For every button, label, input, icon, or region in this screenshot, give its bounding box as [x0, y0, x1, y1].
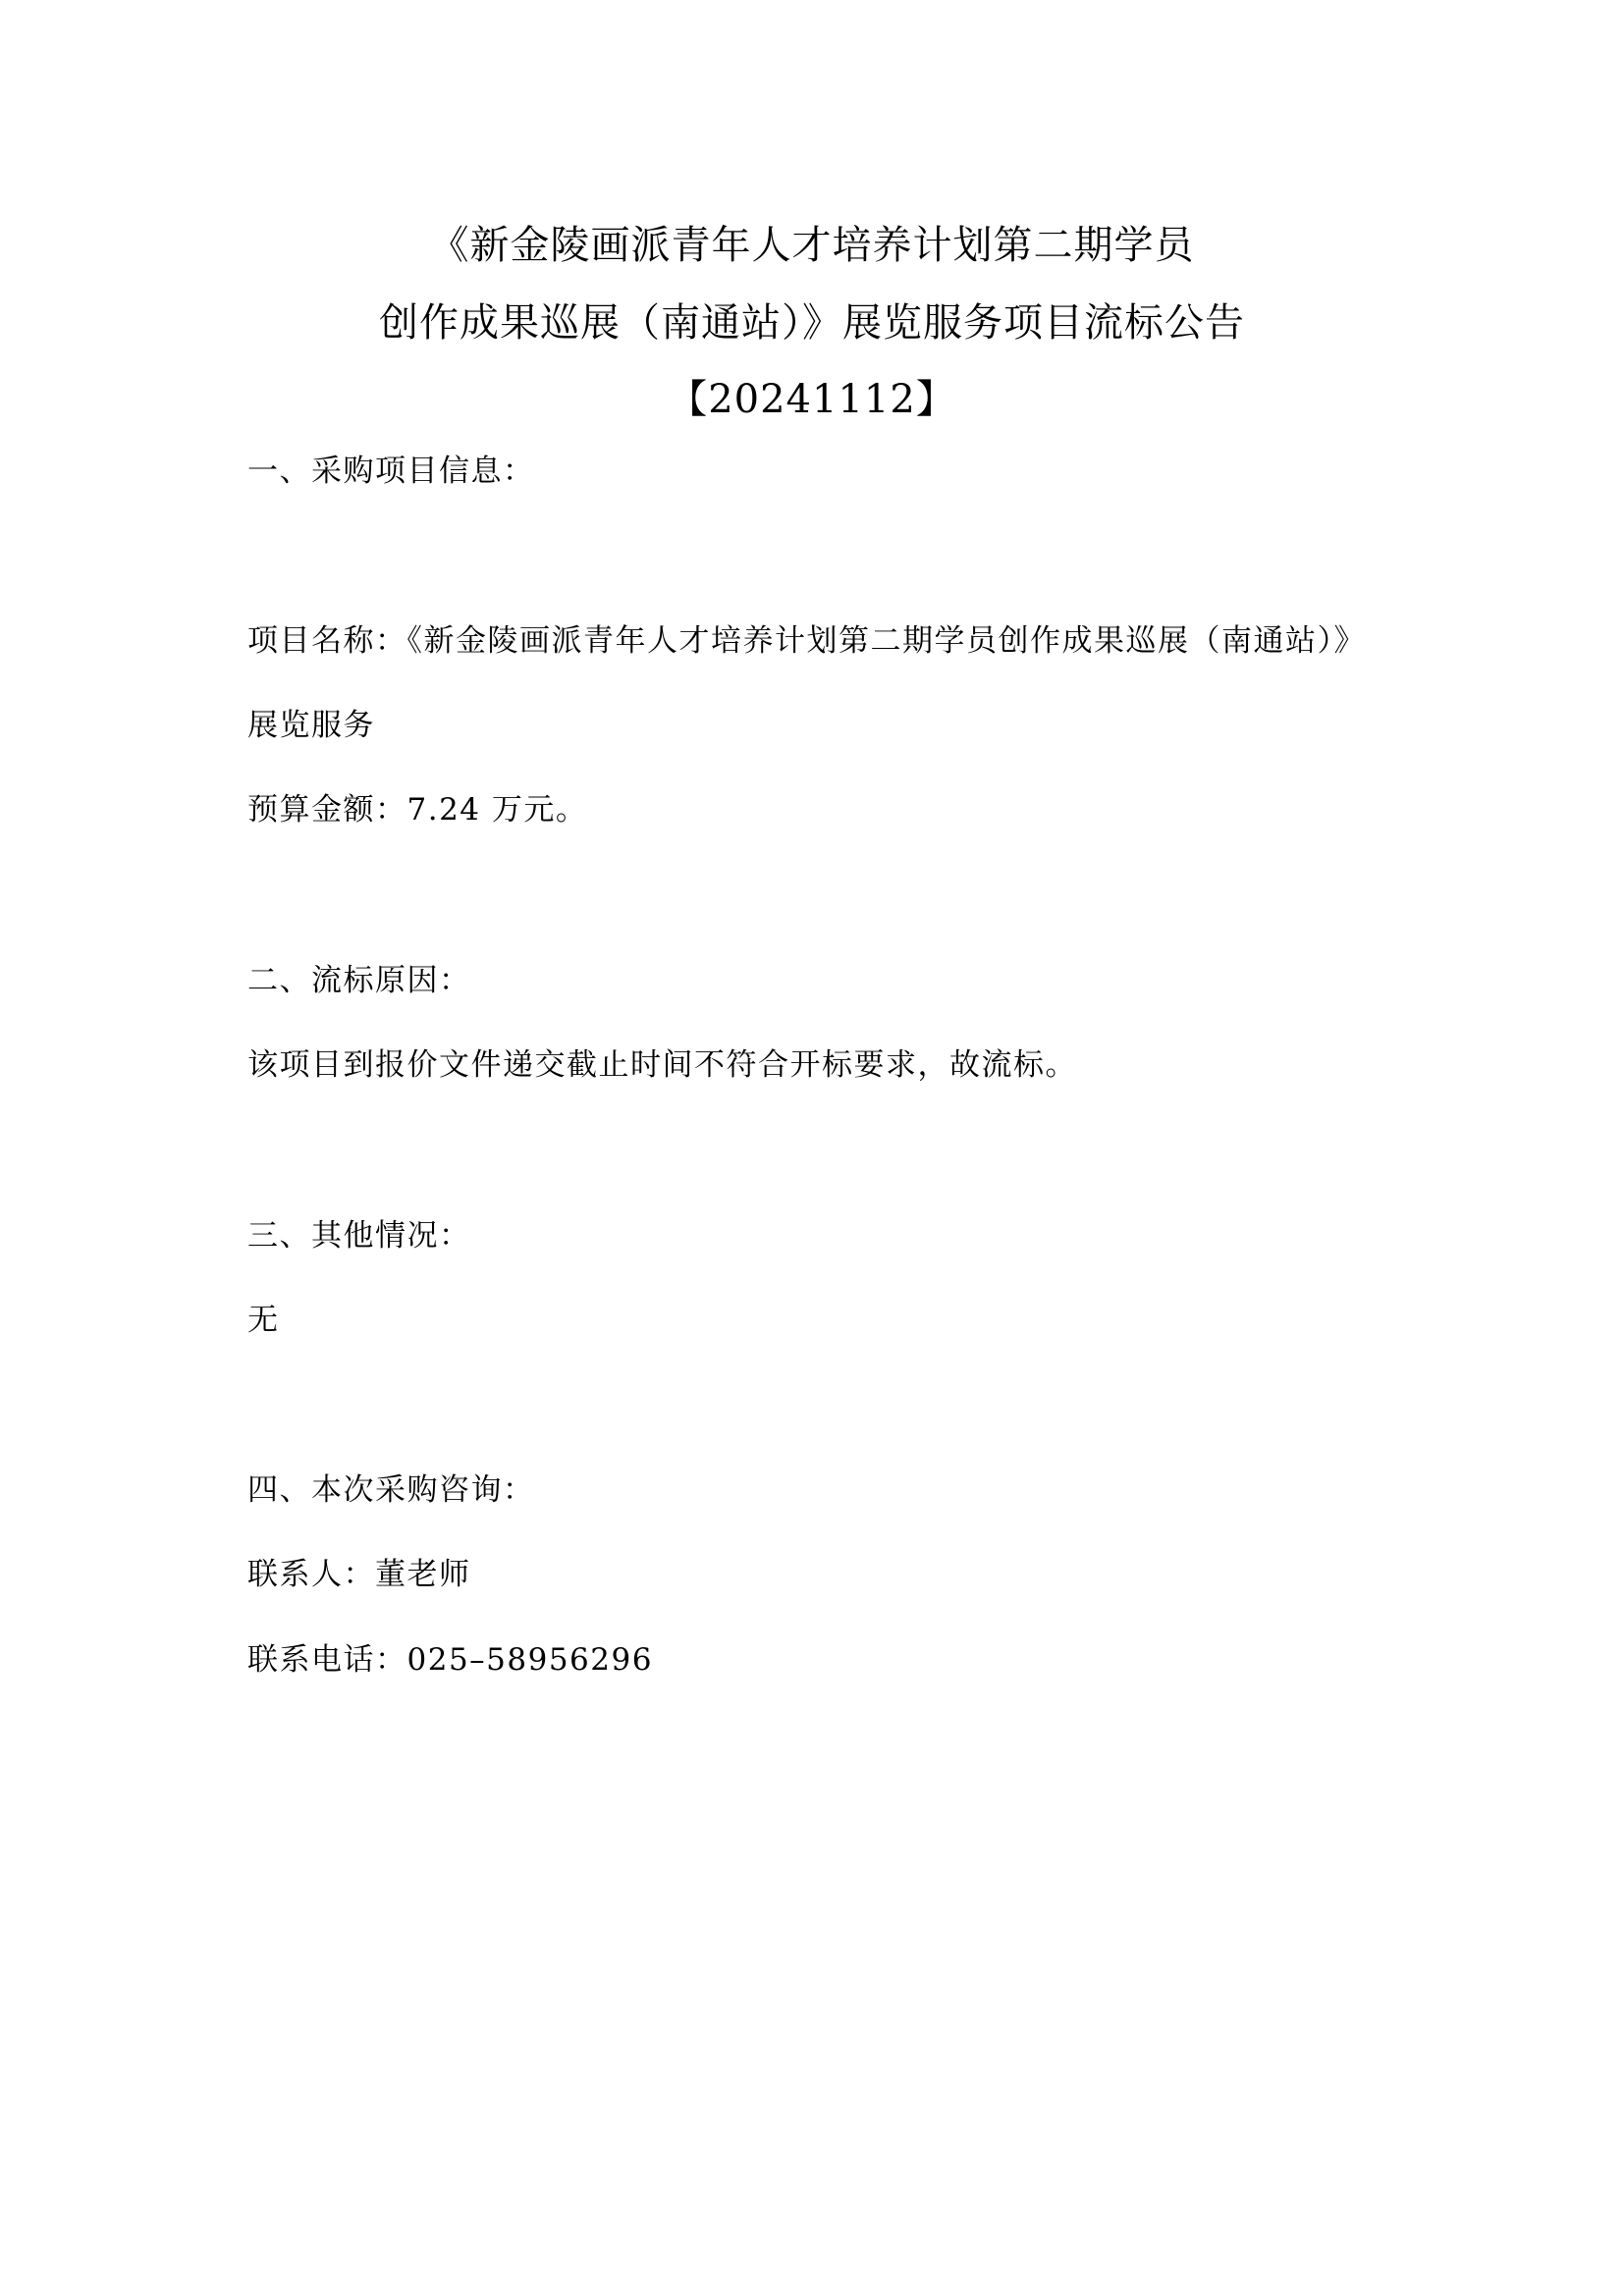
contact-phone: 联系电话：025–58956296 — [247, 1642, 653, 1678]
failure-reason: 该项目到报价文件递交截止时间不符合开标要求，故流标。 — [247, 1047, 1077, 1083]
section-4-heading: 四、本次采购咨询： — [247, 1472, 535, 1508]
document-title-line-2: 创作成果巡展（南通站）》展览服务项目流标公告 — [379, 300, 1245, 346]
section-2-heading: 二、流标原因： — [247, 963, 471, 998]
project-name-line-2: 展览服务 — [247, 708, 375, 743]
document-title-line-1: 《新金陵画派青年人才培养计划第二期学员 — [429, 223, 1195, 268]
contact-person: 联系人：董老师 — [247, 1557, 471, 1592]
project-name-line-1: 项目名称：《新金陵画派青年人才培养计划第二期学员创作成果巡展（南通站）》 — [247, 623, 1366, 659]
section-3-heading: 三、其他情况： — [247, 1218, 471, 1254]
section-1-heading: 一、采购项目信息： — [247, 454, 535, 489]
budget-amount: 预算金额：7.24 万元。 — [247, 792, 588, 828]
other-situation: 无 — [247, 1303, 280, 1338]
document-number: 【20241112】 — [668, 377, 956, 422]
